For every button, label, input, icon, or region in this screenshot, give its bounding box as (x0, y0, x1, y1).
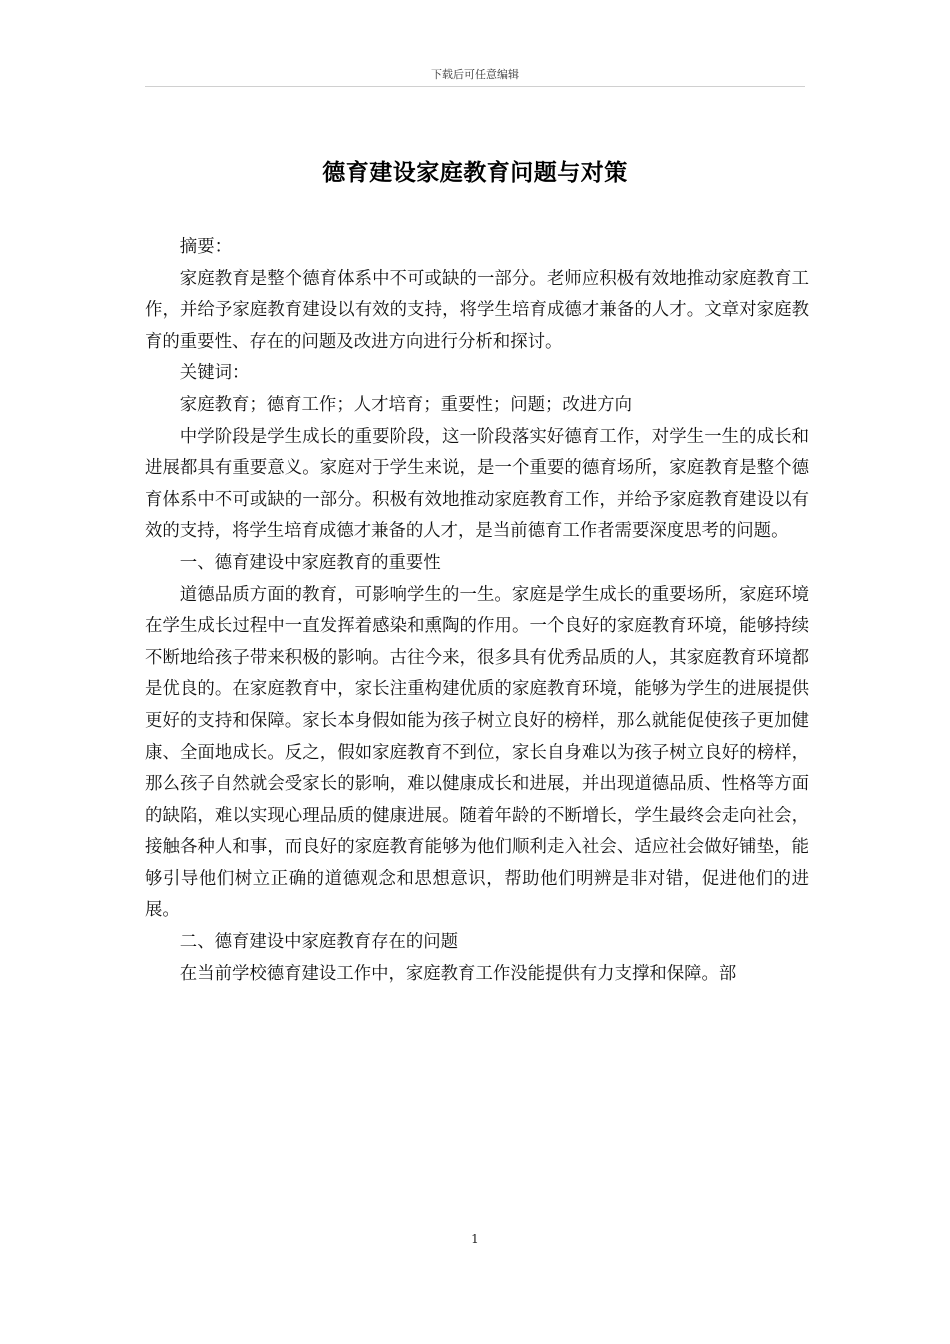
keywords-text: 家庭教育；德育工作；人才培育；重要性；问题；改进方向 (179, 394, 632, 415)
document-title: 德育建设家庭教育问题与对策 (322, 159, 628, 186)
section-heading-1: 一、德育建设中家庭教育的重要性 (179, 552, 441, 573)
page-number: 1 (471, 1232, 479, 1246)
header-divider (145, 86, 805, 87)
document-body (145, 232, 809, 990)
section-2-paragraph: 在当前学校德育建设工作中，家庭教育工作没能提供有力支撑和保障。部 (179, 963, 737, 984)
abstract-text: 家庭教育是整个德育体系中不可或缺的一部分。老师应积极有效地推动家庭教育工作，并给予家庭教育建设以有效的支持，将学生培育成德才兼备的人才。文章对家庭教育的重要性、存在的问题及改进方向进行分析和探讨。 (145, 268, 809, 352)
abstract-heading: 摘要： (179, 237, 232, 257)
intro-paragraph: 中学阶段是学生成长的重要阶段，这一阶段落实好德育工作，对学生一生的成长和进展都具有重要意义。家庭对于学生来说，是一个重要的德育场所，家庭教育是整个德育体系中不可或缺的一部分。积极有效地推动家庭教育工作，并给予家庭教育建设以有效的支持，将学生培育成德才兼备的人才，是当前德育工作者需要深度思考的问题。 (145, 426, 809, 542)
page-header: 下载后可任意编辑 (431, 68, 519, 81)
section-1-paragraph: 道德品质方面的教育，可影响学生的一生。家庭是学生成长的重要场所，家庭环境在学生成长过程中一直发挥着感染和熏陶的作用。一个良好的家庭教育环境，能够持续不断地给孩子带来积极的影响。古往今来，很多具有优秀品质的人，其家庭教育环境都是优良的。在家庭教育中，家长注重构建优质的家庭教育环境，能够为学生的进展提供更好的支持和保障。家长本身假如能为孩子树立良好的榜样，那么就能促使孩子更加健康、全面地成长。反之，假如家庭教育不到位，家长自身难以为孩子树立良好的榜样，那么孩子自然就会受家长的影响，难以健康成长和进展，并出现道德品质、性格等方面的缺陷，难以实现心理品质的健康进展。随着年龄的不断增长，学生最终会走向社会，接触各种人和事，而良好的家庭教育能够为他们顺利走入社会、适应社会做好铺垫，能够引导他们树立正确的道德观念和思想意识，帮助他们明辨是非对错，促进他们的进展。 (145, 584, 809, 921)
keywords-heading: 关键词： (179, 363, 250, 384)
section-heading-2: 二、德育建设中家庭教育存在的问题 (179, 932, 459, 953)
